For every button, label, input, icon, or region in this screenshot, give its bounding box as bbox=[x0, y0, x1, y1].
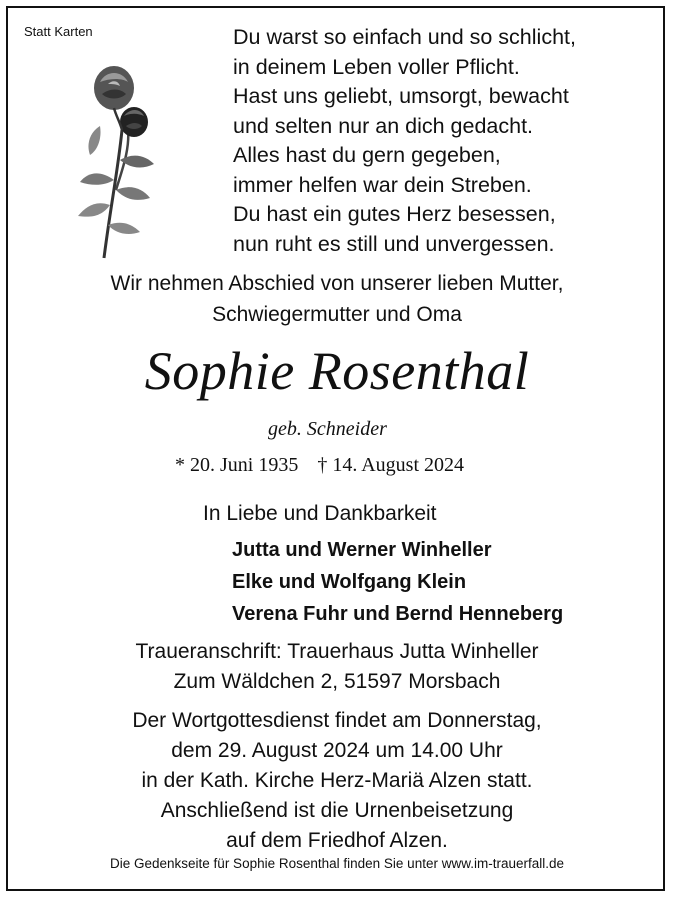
poem-line: nun ruht es still und unvergessen. bbox=[233, 231, 555, 256]
rose-icon bbox=[70, 60, 165, 260]
poem-line: und selten nur an dich gedacht. bbox=[233, 113, 534, 138]
thanks-line: In Liebe und Dankbarkeit bbox=[203, 502, 437, 525]
address-line: Zum Wäldchen 2, 51597 Morsbach bbox=[173, 670, 501, 693]
birth-date: * 20. Juni 1935 bbox=[175, 454, 299, 476]
poem-line: in deinem Leben voller Pflicht. bbox=[233, 54, 520, 79]
family-member: Verena Fuhr und Bernd Henneberg bbox=[232, 603, 564, 625]
intro-line: Wir nehmen Abschied von unserer lieben Mutter, bbox=[110, 272, 564, 295]
footer-note: Die Gedenkseite für Sophie Rosenthal finden Sie unter www.im-trauerfall.de bbox=[110, 856, 564, 871]
poem-line: immer helfen war dein Streben. bbox=[233, 172, 532, 197]
service-info bbox=[0, 706, 674, 856]
header-note: Statt Karten bbox=[24, 24, 93, 39]
poem-line: Du warst so einfach und so schlicht, bbox=[233, 25, 576, 49]
death-date: † 14. August 2024 bbox=[317, 454, 465, 476]
service-line: Der Wortgottesdienst findet am Donnerstag, bbox=[132, 709, 542, 732]
poem-line: Alles hast du gern gegeben, bbox=[233, 143, 501, 167]
intro-line: Schwiegermutter und Oma bbox=[212, 303, 462, 326]
deceased-name: Sophie Rosenthal bbox=[144, 341, 530, 401]
poem bbox=[233, 23, 576, 259]
address-line: Traueranschrift: Trauerhaus Jutta Winheller bbox=[135, 640, 539, 663]
service-line: dem 29. August 2024 um 14.00 Uhr bbox=[171, 739, 503, 762]
family-member: Jutta und Werner Winheller bbox=[232, 539, 492, 561]
mourning-address bbox=[0, 637, 674, 697]
family-member: Elke und Wolfgang Klein bbox=[232, 571, 467, 593]
poem-line: Hast uns geliebt, umsorgt, bewacht bbox=[233, 84, 569, 108]
intro-text bbox=[0, 268, 674, 330]
life-dates bbox=[175, 454, 478, 477]
service-line: Anschließend ist die Urnenbeisetzung bbox=[160, 799, 514, 822]
service-line: auf dem Friedhof Alzen. bbox=[226, 829, 448, 852]
birth-name: geb. Schneider bbox=[268, 418, 387, 440]
service-line: in der Kath. Kirche Herz-Mariä Alzen statt. bbox=[141, 769, 533, 792]
poem-line: Du hast ein gutes Herz besessen, bbox=[233, 202, 556, 226]
family-list bbox=[232, 534, 563, 630]
